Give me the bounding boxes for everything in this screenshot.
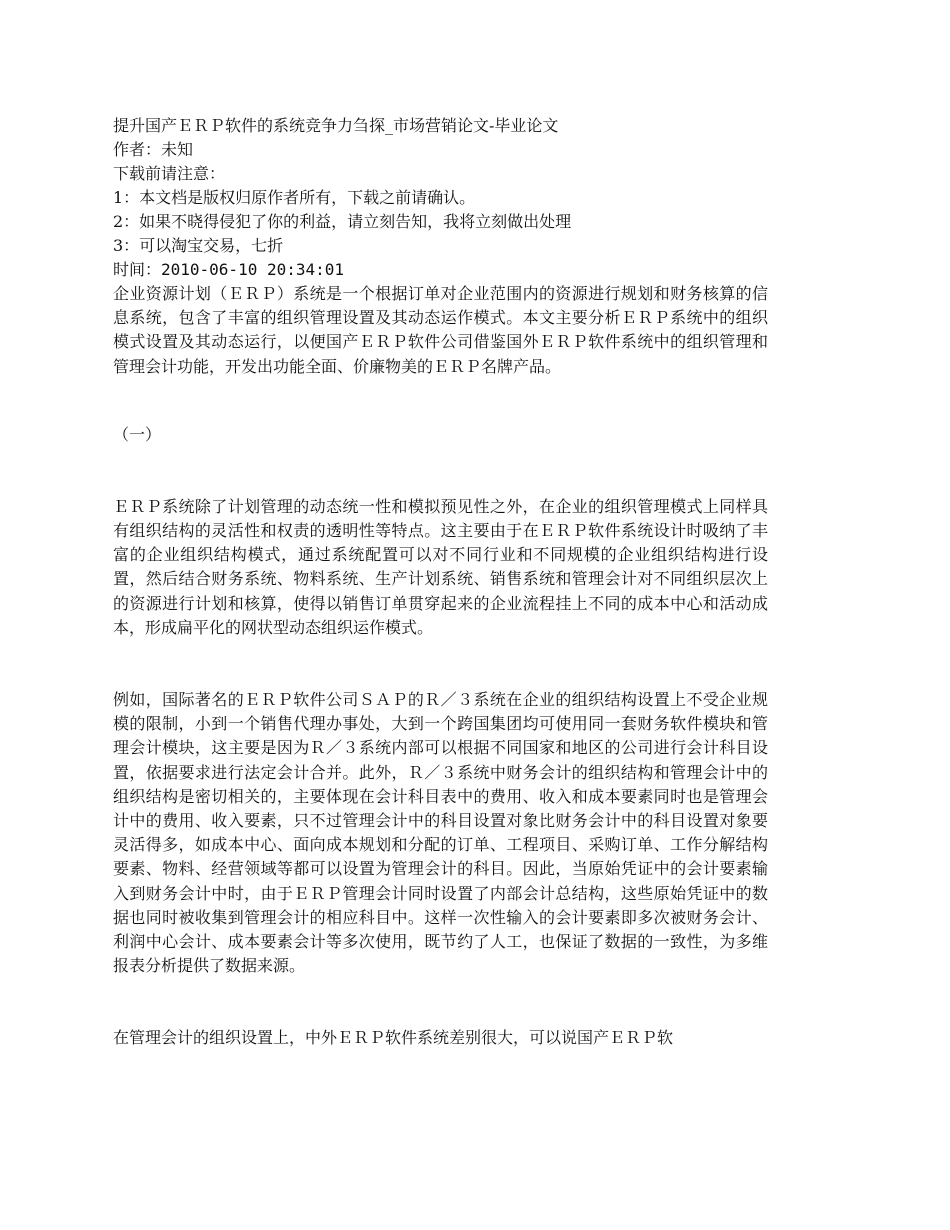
body-paragraph: 例如，国际著名的ＥＲＰ软件公司ＳＡＰ的Ｒ／３系统在企业的组织结构设置上不受企业规模的限制，小到一个销售代理办事处，大到一个跨国集团均可使用同一套财务软件模块和管理会计模块，这主要是因为Ｒ／３系统内部可以根据不同国家和地区的公司进行会计科目设置，依据要求进行法定会计合并。此外，Ｒ／３系统中财务会计的组织结构和管理会计中的组织结构是密切相关的，主要体现在会计科目表中的费用、收入和成本要素同时也是管理会计中的费用、收入要素，只不过管理会计中的科目设置对象比财务会计中的科目设置对象要灵活得多，如成本中心、面向成本规划和分配的订单、工程项目、采购订单、工作分解结构要素、物料、经营领域等都可以设置为管理会计的科目。因此，当原始凭证中的会计要素输入到财务会计中时，由于ＥＲＰ管理会计同时设置了内部会计总结构，这些原始凭证中的数据也同时被收集到管理会计的相应科目中。这样一次性输入的会计要素即多次被财务会计、利润中心会计、成本要素会计等多次使用，既节约了人工，也保证了数据的一致性，为多维报表分析提供了数据来源。 bbox=[113, 690, 768, 976]
abstract-paragraph: 企业资源计划（ＥＲＰ）系统是一个根据订单对企业范围内的资源进行规划和财务核算的信息系统，包含了丰富的组织管理设置及其动态运作模式。本文主要分析ＥＲＰ系统中的组织模式设置及其动态运行，以便国产ＥＲＰ软件公司借鉴国外ＥＲＰ软件系统中的组织管理和管理会计功能，开发出功能全面、价廉物美的ＥＲＰ名牌产品。 bbox=[113, 284, 768, 376]
timestamp: 时间：2010-06-10 20:34:01 bbox=[113, 260, 345, 279]
notice-item: 3：可以淘宝交易，七折 bbox=[113, 236, 284, 255]
download-notice-heading: 下载前请注意： bbox=[113, 164, 226, 183]
document-page bbox=[113, 114, 768, 1051]
spacer bbox=[113, 447, 768, 495]
spacer bbox=[113, 379, 768, 423]
notice-item: 2：如果不晓得侵犯了你的利益，请立刻告知，我将立刻做出处理 bbox=[113, 212, 572, 231]
notice-item: 1：本文档是版权归原作者所有，下载之前请确认。 bbox=[113, 188, 476, 207]
spacer bbox=[113, 978, 768, 1026]
body-paragraph: 在管理会计的组织设置上，中外ＥＲＰ软件系统差别很大，可以说国产ＥＲＰ软 bbox=[113, 1028, 674, 1048]
spacer bbox=[113, 640, 768, 688]
author-line: 作者：未知 bbox=[113, 140, 194, 159]
section-marker: （一） bbox=[113, 424, 162, 444]
body-paragraph: ＥＲＰ系统除了计划管理的动态统一性和模拟预见性之外，在企业的组织管理模式上同样具有组织结构的灵活性和权责的透明性等特点。这主要由于在ＥＲＰ软件系统设计时吸纳了丰富的企业组织结构模式，通过系统配置可以对不同行业和不同规模的企业组织结构进行设置，然后结合财务系统、物料系统、生产计划系统、销售系统和管理会计对不同组织层次上的资源进行计划和核算，使得以销售订单贯穿起来的企业流程挂上不同的成本中心和活动成本，形成扁平化的网状型动态组织运作模式。 bbox=[113, 496, 768, 637]
document-title: 提升国产ＥＲＰ软件的系统竞争力刍探_市场营销论文-毕业论文 bbox=[113, 116, 559, 135]
